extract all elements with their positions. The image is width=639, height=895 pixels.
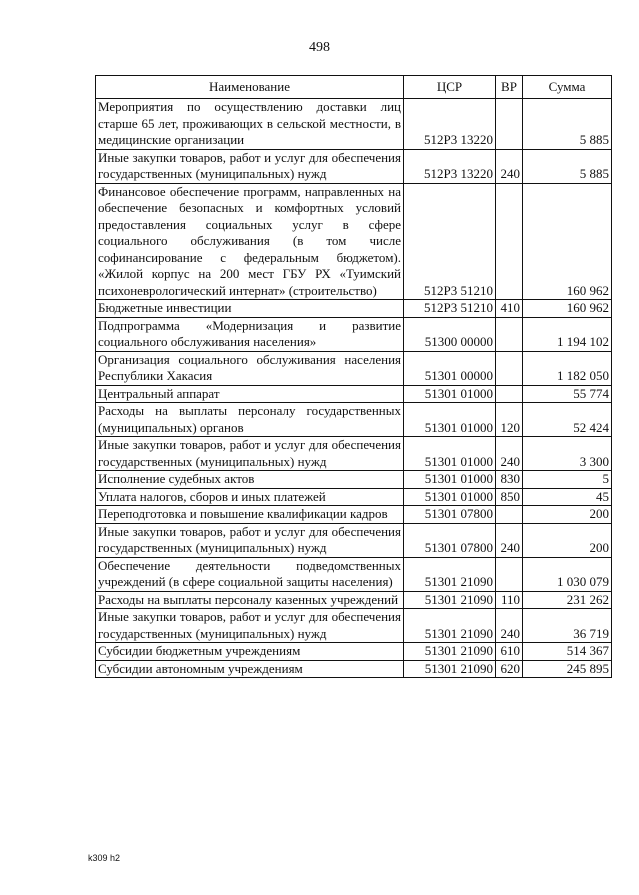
- cell-sum: 45: [523, 488, 612, 506]
- cell-name: Переподготовка и повышение квалификации кадров: [96, 506, 404, 524]
- cell-vr: [496, 351, 523, 385]
- table-row: [96, 506, 612, 524]
- cell-name: Субсидии автономным учреждениям: [96, 660, 404, 678]
- cell-sum: 200: [523, 523, 612, 557]
- cell-vr: [496, 557, 523, 591]
- cell-sum: 1 194 102: [523, 317, 612, 351]
- cell-vr: 830: [496, 471, 523, 489]
- cell-csr: 51301 21090: [404, 660, 496, 678]
- cell-sum: 1 030 079: [523, 557, 612, 591]
- table-row: [96, 99, 612, 150]
- cell-csr: 51301 21090: [404, 643, 496, 661]
- cell-csr: 512P3 51210: [404, 183, 496, 300]
- cell-vr: 610: [496, 643, 523, 661]
- table-row: [96, 385, 612, 403]
- cell-vr: 620: [496, 660, 523, 678]
- cell-name: Центральный аппарат: [96, 385, 404, 403]
- cell-name: Бюджетные инвестиции: [96, 300, 404, 318]
- table-row: [96, 471, 612, 489]
- table-row: [96, 523, 612, 557]
- cell-sum: 160 962: [523, 300, 612, 318]
- cell-csr: 51301 21090: [404, 609, 496, 643]
- cell-csr: 51301 01000: [404, 471, 496, 489]
- cell-name: Организация социального обслуживания населения Республики Хакасия: [96, 351, 404, 385]
- cell-vr: 240: [496, 437, 523, 471]
- cell-vr: 850: [496, 488, 523, 506]
- header-sum: Сумма: [523, 76, 612, 99]
- cell-name: Иные закупки товаров, работ и услуг для обеспечения государственных (муниципальных) нужд: [96, 609, 404, 643]
- cell-csr: 51301 07800: [404, 506, 496, 524]
- table-row: [96, 591, 612, 609]
- table-row: [96, 403, 612, 437]
- cell-csr: 51300 00000: [404, 317, 496, 351]
- cell-csr: 512P3 51210: [404, 300, 496, 318]
- cell-name: Исполнение судебных актов: [96, 471, 404, 489]
- cell-vr: 120: [496, 403, 523, 437]
- cell-csr: 51301 01000: [404, 488, 496, 506]
- cell-name: Иные закупки товаров, работ и услуг для обеспечения государственных (муниципальных) нужд: [96, 149, 404, 183]
- cell-sum: 160 962: [523, 183, 612, 300]
- cell-name: Уплата налогов, сборов и иных платежей: [96, 488, 404, 506]
- table-row: [96, 660, 612, 678]
- cell-csr: 51301 21090: [404, 591, 496, 609]
- cell-name: Иные закупки товаров, работ и услуг для обеспечения государственных (муниципальных) нужд: [96, 437, 404, 471]
- cell-sum: 5 885: [523, 149, 612, 183]
- cell-vr: [496, 99, 523, 150]
- table-body: [96, 99, 612, 678]
- table-row: [96, 317, 612, 351]
- table-row: [96, 300, 612, 318]
- cell-csr: 51301 00000: [404, 351, 496, 385]
- cell-name: Обеспечение деятельности подведомственных учреждений (в сфере социальной защиты населения): [96, 557, 404, 591]
- table-row: [96, 351, 612, 385]
- table-row: [96, 557, 612, 591]
- table-row: [96, 609, 612, 643]
- cell-vr: 410: [496, 300, 523, 318]
- cell-csr: 51301 01000: [404, 437, 496, 471]
- cell-vr: [496, 506, 523, 524]
- header-name: Наименование: [96, 76, 404, 99]
- cell-vr: 110: [496, 591, 523, 609]
- page-number: 498: [309, 40, 330, 55]
- cell-vr: 240: [496, 609, 523, 643]
- table-row: [96, 437, 612, 471]
- cell-sum: 36 719: [523, 609, 612, 643]
- table-row: [96, 149, 612, 183]
- cell-name: Расходы на выплаты персоналу казенных учреждений: [96, 591, 404, 609]
- cell-sum: 55 774: [523, 385, 612, 403]
- cell-vr: [496, 317, 523, 351]
- header-vr: ВР: [496, 76, 523, 99]
- cell-vr: 240: [496, 149, 523, 183]
- cell-sum: 52 424: [523, 403, 612, 437]
- cell-sum: 245 895: [523, 660, 612, 678]
- table-row: [96, 488, 612, 506]
- header-csr: ЦСР: [404, 76, 496, 99]
- table-header-row: [96, 76, 612, 99]
- cell-sum: 231 262: [523, 591, 612, 609]
- cell-sum: 5 885: [523, 99, 612, 150]
- cell-sum: 5: [523, 471, 612, 489]
- cell-csr: 512P3 13220: [404, 99, 496, 150]
- cell-vr: [496, 385, 523, 403]
- cell-sum: 1 182 050: [523, 351, 612, 385]
- cell-name: Финансовое обеспечение программ, направленных на обеспечение безопасных и комфортных условий предоставления социальных услуг в сфере социального обслуживания (в том числе софинансирование с федеральным бюджетом). «Жилой корпус на 200 мест ГБУ РХ «Туимский психоневрологический интернат» (строительство): [96, 183, 404, 300]
- cell-csr: 51301 01000: [404, 403, 496, 437]
- cell-vr: 240: [496, 523, 523, 557]
- table-row: [96, 183, 612, 300]
- cell-name: Подпрограмма «Модернизация и развитие социального обслуживания населения»: [96, 317, 404, 351]
- table-row: [96, 643, 612, 661]
- cell-vr: [496, 183, 523, 300]
- cell-csr: 51301 21090: [404, 557, 496, 591]
- cell-csr: 51301 07800: [404, 523, 496, 557]
- cell-name: Мероприятия по осуществлению доставки лиц старше 65 лет, проживающих в сельской местности, в медицинские организации: [96, 99, 404, 150]
- footer-code: k309 h2: [88, 853, 121, 863]
- cell-csr: 51301 01000: [404, 385, 496, 403]
- cell-csr: 512P3 13220: [404, 149, 496, 183]
- cell-name: Расходы на выплаты персоналу государственных (муниципальных) органов: [96, 403, 404, 437]
- cell-name: Иные закупки товаров, работ и услуг для обеспечения государственных (муниципальных) нужд: [96, 523, 404, 557]
- cell-sum: 3 300: [523, 437, 612, 471]
- cell-sum: 514 367: [523, 643, 612, 661]
- budget-table: [95, 75, 612, 678]
- cell-sum: 200: [523, 506, 612, 524]
- cell-name: Субсидии бюджетным учреждениям: [96, 643, 404, 661]
